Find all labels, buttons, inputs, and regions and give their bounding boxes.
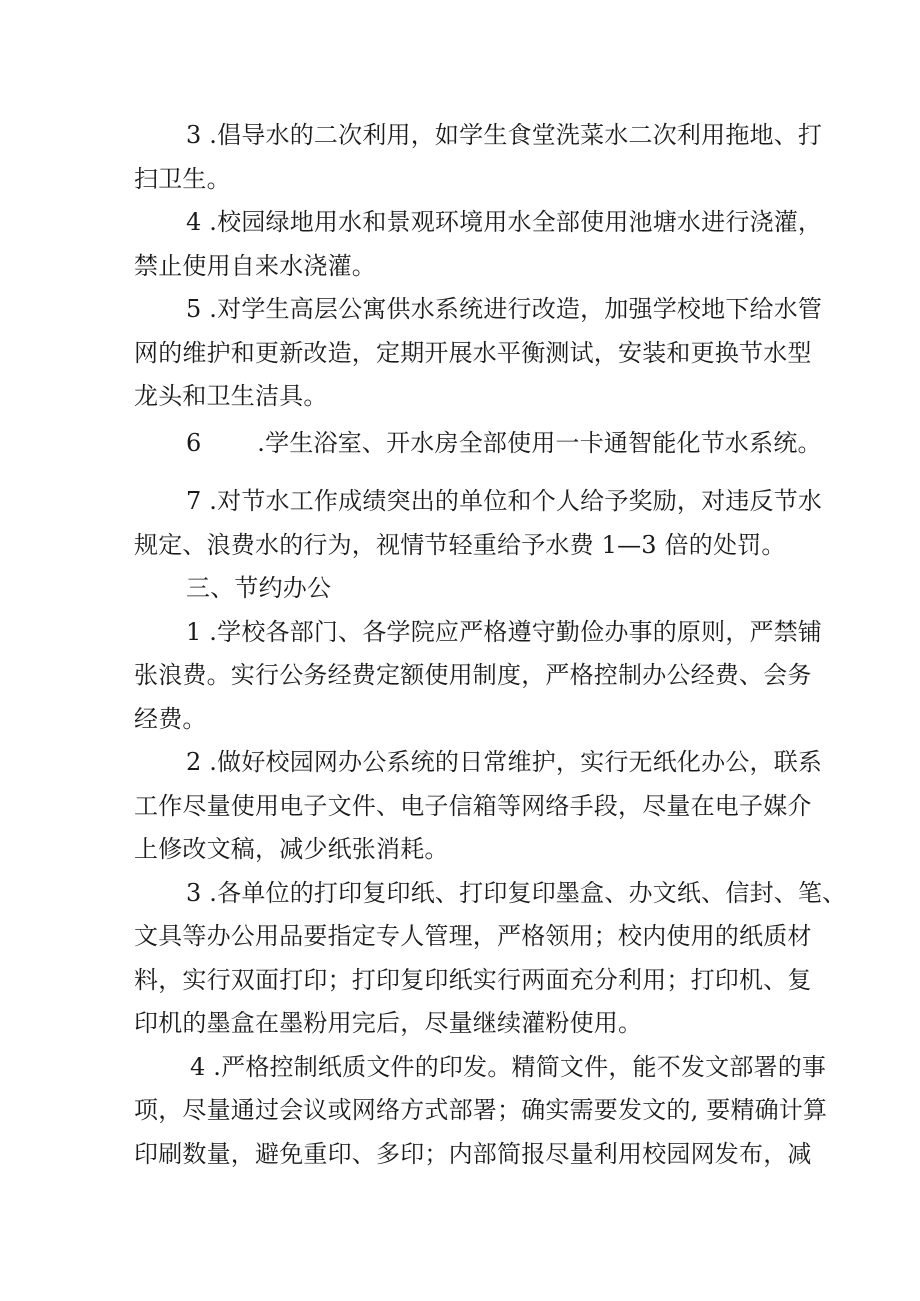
text-line: 张浪费。实行公务经费定额使用制度，严格控制办公经费、会务 [134,661,812,689]
section-heading: 三、节约办公 [186,574,332,602]
text-line: 7 .对节水工作成绩突出的单位和个人给予奖励，对违反节水 [186,487,823,515]
text-line: 1 .学校各部门、各学院应严格遵守勤俭办事的原则，严禁铺 [186,618,823,646]
text-line: 禁止使用自来水浇灌。 [134,252,376,280]
text-line: 4 .严格控制纸质文件的印发。精简文件，能不发文部署的事 [190,1053,827,1081]
text-line: 5 .对学生高层公寓供水系统进行改造，加强学校地下给水管 [186,295,823,323]
text-line: 2 .做好校园网办公系统的日常维护，实行无纸化办公，联系 [186,748,823,776]
text-line: 6 .学生浴室、开水房全部使用一卡通智能化节水系统。 [186,429,822,457]
text-line: 龙头和卫生洁具。 [134,382,328,410]
text-line: 4 .校园绿地用水和景观环境用水全部使用池塘水进行浇灌， [186,208,823,236]
text-line: 项，尽量通过会议或网络方式部署；确实需要发文的, 要精确计算 [134,1096,828,1124]
text-line: 印刷数量，避免重印、多印；内部简报尽量利用校园网发布，减 [134,1140,812,1168]
text-line: 规定、浪费水的行为，视情节轻重给予水费 1—3 倍的处罚。 [134,531,786,559]
text-line: 料，实行双面打印；打印复印纸实行两面充分利用；打印机、复 [134,966,812,994]
text-line: 3 .倡导水的二次利用，如学生食堂洗菜水二次利用拖地、打 [186,121,823,149]
text-line: 网的维护和更新改造，定期开展水平衡测试，安装和更换节水型 [134,339,812,367]
text-line: 扫卫生。 [134,165,231,193]
text-line: 上修改文稿，减少纸张消耗。 [134,835,449,863]
text-line: 印机的墨盒在墨粉用完后，尽量继续灌粉使用。 [134,1009,643,1037]
text-line: 经费。 [134,705,207,733]
text-line: 文具等办公用品要指定专人管理，严格领用；校内使用的纸质材 [134,922,812,950]
text-line: 3 .各单位的打印复印纸、打印复印墨盒、办文纸、信封、笔、 [186,879,847,907]
text-line: 工作尽量使用电子文件、电子信箱等网络手段，尽量在电子媒介 [134,792,812,820]
